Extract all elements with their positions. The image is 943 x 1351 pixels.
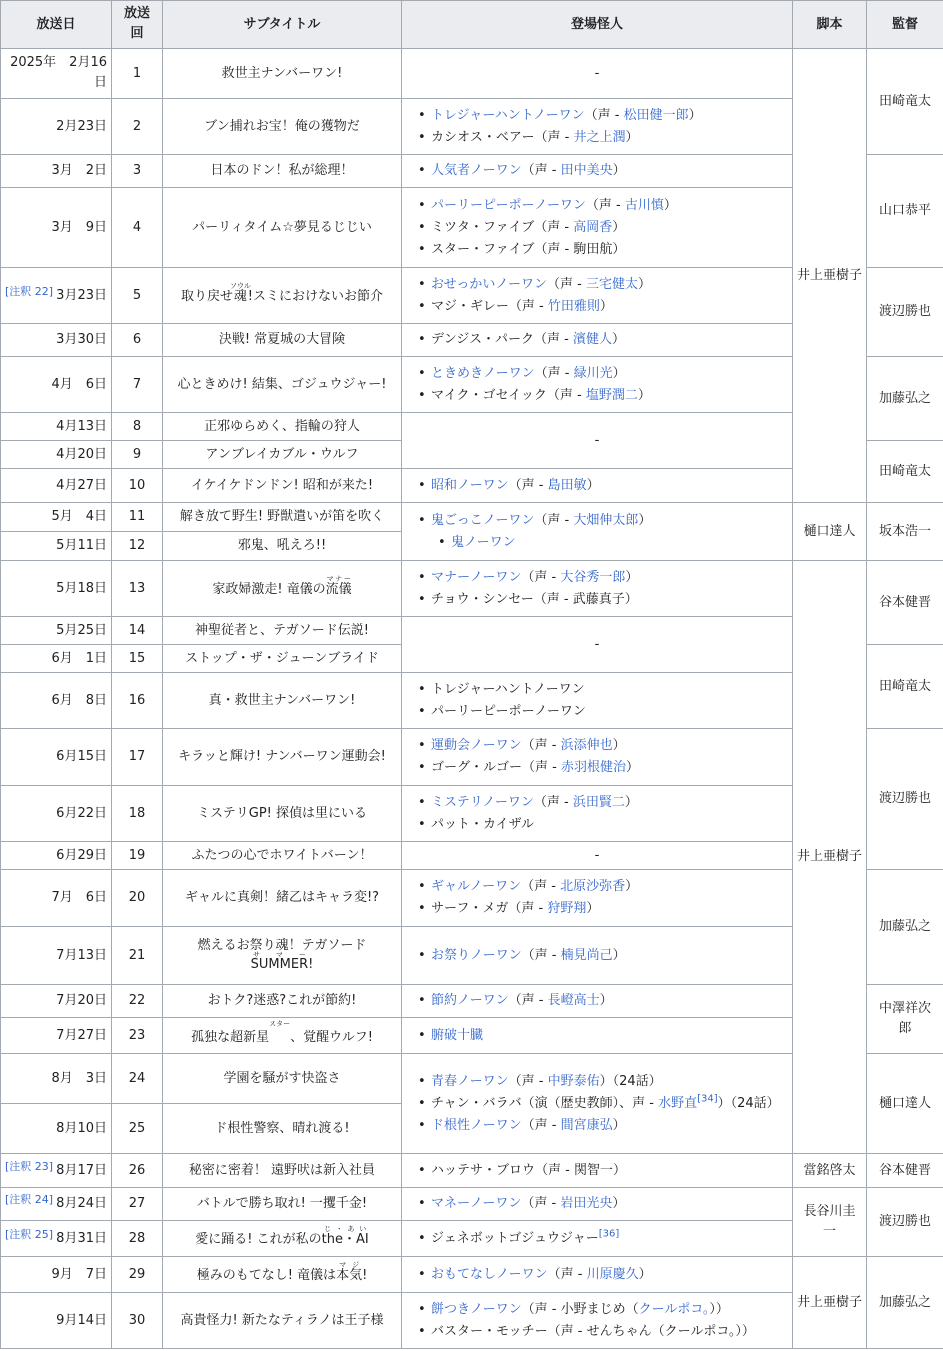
broadcast-date: [注釈 23] 8月17日	[1, 1154, 112, 1188]
episode-subtitle: ふたつの心でホワイトバーン！	[163, 842, 402, 870]
kaijin-list	[402, 1221, 793, 1257]
broadcast-date: 9月 7日	[1, 1257, 112, 1293]
episode-subtitle: キラッと輝け! ナンバーワン運動会!	[163, 729, 402, 786]
kaijin-item: • サーフ・メガ（声 - 狩野翔）	[418, 898, 788, 920]
script-writer: 井上亜樹子	[793, 1257, 867, 1349]
episode-number: 27	[112, 1188, 163, 1221]
header-script: 脚本	[793, 1, 867, 49]
note-link[interactable]: [注釈 22]	[5, 284, 54, 298]
episode-subtitle: 邪鬼、吼えろ!!	[163, 532, 402, 561]
kaijin-list	[402, 985, 793, 1018]
broadcast-date: 2025年 2月16日	[1, 49, 112, 99]
kaijin-item: • カシオス・ベアー（声 - 井之上潤）	[418, 127, 788, 149]
episode-subtitle: おトク?迷惑?これが節約!	[163, 985, 402, 1018]
episode-subtitle: 真・救世主ナンバーワン!	[163, 673, 402, 729]
broadcast-date: 5月18日	[1, 561, 112, 617]
episode-number: 8	[112, 413, 163, 441]
kaijin-item: • パット・カイザル	[418, 814, 788, 836]
episode-subtitle: ブン捕れお宝！俺の獲物だ	[163, 99, 402, 155]
kaijin-none: -	[402, 617, 793, 673]
director: 田崎竜太	[867, 441, 943, 503]
episode-subtitle: 孤独な超新星スター、覚醒ウルフ!	[163, 1018, 402, 1054]
episode-number: 24	[112, 1054, 163, 1104]
director: 田崎竜太	[867, 49, 943, 155]
kaijin-item: • デンジス・パーク（声 - 濱健人）	[418, 329, 788, 351]
episode-number: 23	[112, 1018, 163, 1054]
episode-subtitle: 極みのもてなし! 竜儀は本気マジ!	[163, 1257, 402, 1293]
episode-number: 13	[112, 561, 163, 617]
broadcast-date: 8月 3日	[1, 1054, 112, 1104]
episode-number: 22	[112, 985, 163, 1018]
episode-number: 14	[112, 617, 163, 645]
episode-number: 1	[112, 49, 163, 99]
kaijin-item: • トレジャーハントノーワン（声 - 松田健一郎）	[418, 105, 788, 127]
kaijin-list	[402, 1188, 793, 1221]
kaijin-item: • 人気者ノーワン（声 - 田中美央）	[418, 160, 788, 182]
kaijin-list	[402, 927, 793, 985]
episode-number: 5	[112, 268, 163, 324]
episode-number: 18	[112, 786, 163, 842]
broadcast-date: 4月20日	[1, 441, 112, 469]
episode-number: 28	[112, 1221, 163, 1257]
script-writer: 樋口達人	[793, 503, 867, 561]
script-writer: 井上亜樹子	[793, 561, 867, 1154]
broadcast-date: 4月 6日	[1, 357, 112, 413]
broadcast-date: [注釈 22] 3月23日	[1, 268, 112, 324]
director: 加藤弘之	[867, 1257, 943, 1349]
broadcast-date: 7月 6日	[1, 870, 112, 927]
kaijin-list	[402, 188, 793, 268]
episode-subtitle: 神聖従者と、テガソード伝説!	[163, 617, 402, 645]
episode-number: 20	[112, 870, 163, 927]
broadcast-date: [注釈 25] 8月31日	[1, 1221, 112, 1257]
kaijin-item: • 鬼ノーワン	[438, 532, 788, 554]
episode-number: 16	[112, 673, 163, 729]
kaijin-item: • 青春ノーワン（声 - 中野泰佑）（24話）	[418, 1071, 788, 1093]
kaijin-item: • マジ・ギレー（声 - 竹田雅則）	[418, 296, 788, 318]
header-number: 放送回	[112, 1, 163, 49]
table-row	[1, 1154, 943, 1188]
episode-subtitle: 正邪ゆらめく、指輪の狩人	[163, 413, 402, 441]
broadcast-date: 2月23日	[1, 99, 112, 155]
kaijin-none: -	[402, 49, 793, 99]
table-row	[1, 1257, 943, 1293]
broadcast-date: 7月20日	[1, 985, 112, 1018]
broadcast-date: 5月25日	[1, 617, 112, 645]
script-writer: 樋口達人	[867, 1054, 943, 1154]
episode-number: 2	[112, 99, 163, 155]
episode-subtitle: 燃えるお祭り魂！テガソード SUMMERサ マ ー!	[163, 927, 402, 985]
episode-subtitle: ストップ・ザ・ジューンブライド	[163, 645, 402, 673]
episode-subtitle: イケイケドンドン! 昭和が来た!	[163, 469, 402, 503]
broadcast-date: 7月13日	[1, 927, 112, 985]
episode-subtitle: 学園を騒がす快盗さ	[163, 1054, 402, 1104]
episode-number: 6	[112, 324, 163, 357]
director: 渡辺勝也	[867, 1188, 943, 1257]
director: 中澤祥次郎	[867, 985, 943, 1054]
broadcast-date: 5月11日	[1, 532, 112, 561]
kaijin-list	[402, 1018, 793, 1054]
episode-subtitle: ド根性警察、晴れ渡る!	[163, 1104, 402, 1154]
table-row	[1, 1188, 943, 1221]
script-writer: 井上亜樹子	[793, 49, 867, 503]
episode-number: 11	[112, 503, 163, 532]
director: 渡辺勝也	[867, 729, 943, 870]
episode-subtitle: 家政婦激走! 竜儀の流儀マナー	[163, 561, 402, 617]
kaijin-list	[402, 1293, 793, 1349]
kaijin-list	[402, 673, 793, 729]
broadcast-date: 3月 2日	[1, 155, 112, 188]
episode-subtitle: 救世主ナンバーワン!	[163, 49, 402, 99]
header-row	[1, 1, 943, 49]
episode-number: 17	[112, 729, 163, 786]
director: 坂本浩一	[867, 503, 943, 561]
note-link[interactable]: [注釈 25]	[5, 1227, 54, 1241]
kaijin-list	[402, 870, 793, 927]
episode-number: 30	[112, 1293, 163, 1349]
episode-subtitle: 解き放て野生! 野獣遣いが笛を吹く	[163, 503, 402, 532]
kaijin-none: -	[402, 842, 793, 870]
episode-subtitle: ミステリGP! 探偵は里にいる	[163, 786, 402, 842]
broadcast-date: 5月 4日	[1, 503, 112, 532]
kaijin-list	[402, 469, 793, 503]
episode-subtitle: パーリィタイム☆夢見るじじい	[163, 188, 402, 268]
episode-number: 25	[112, 1104, 163, 1154]
kaijin-list	[402, 1054, 793, 1154]
broadcast-date: 6月 8日	[1, 673, 112, 729]
kaijin-item: • チョウ・シンセー（声 - 武藤真子）	[418, 589, 788, 611]
kaijin-list	[402, 155, 793, 188]
kaijin-item: • おもてなしノーワン（声 - 川原慶久）	[418, 1264, 788, 1286]
table-row	[1, 49, 943, 99]
episode-subtitle: 高貴怪力! 新たなティラノは王子様	[163, 1293, 402, 1349]
episode-subtitle: ギャルに真剣！緒乙はキャラ変!?	[163, 870, 402, 927]
kaijin-list	[402, 1257, 793, 1293]
kaijin-list	[402, 268, 793, 324]
kaijin-item: • お祭りノーワン（声 - 楠見尚己）	[418, 945, 788, 967]
director: 渡辺勝也	[867, 268, 943, 357]
kaijin-list	[402, 729, 793, 786]
broadcast-date: 3月30日	[1, 324, 112, 357]
episode-subtitle: アンブレイカブル・ウルフ	[163, 441, 402, 469]
kaijin-item: • スター・ファイブ（声 - 駒田航）	[418, 239, 788, 261]
kaijin-item: • ときめきノーワン（声 - 緑川光）	[418, 363, 788, 385]
episode-number: 4	[112, 188, 163, 268]
kaijin-item: • ミステリノーワン（声 - 浜田賢二）	[418, 792, 788, 814]
broadcast-date: 6月15日	[1, 729, 112, 786]
episode-number: 26	[112, 1154, 163, 1188]
kaijin-item: • 腑破十臓	[418, 1025, 788, 1047]
episode-subtitle: 日本のドン！私が総理！	[163, 155, 402, 188]
director: 谷本健晋	[867, 1154, 943, 1188]
kaijin-item: • ミツタ・ファイブ（声 - 高岡香）	[418, 217, 788, 239]
broadcast-date: 8月10日	[1, 1104, 112, 1154]
kaijin-item: • マイク・ゴセイック（声 - 塩野潤二）	[418, 385, 788, 407]
episode-number: 7	[112, 357, 163, 413]
broadcast-date: 4月27日	[1, 469, 112, 503]
episode-number: 12	[112, 532, 163, 561]
kaijin-item: • 節約ノーワン（声 - 長嶝高士）	[418, 990, 788, 1012]
kaijin-item: • ジェネボットゴジュウジャー[36]	[418, 1228, 788, 1250]
header-kaijin: 登場怪人	[402, 1, 793, 49]
kaijin-list	[402, 786, 793, 842]
episode-subtitle: 秘密に密着！ 遠野吠は新入社員	[163, 1154, 402, 1188]
episode-number: 3	[112, 155, 163, 188]
episode-subtitle: バトルで勝ち取れ! 一攫千金!	[163, 1188, 402, 1221]
header-subtitle: サブタイトル	[163, 1, 402, 49]
kaijin-item: • マネーノーワン（声 - 岩田光央）	[418, 1193, 788, 1215]
kaijin-item: • パーリーピーポーノーワン（声 - 古川慎）	[418, 195, 788, 217]
episode-number: 10	[112, 469, 163, 503]
kaijin-item: • チャン・バラバ（演（歴史教師）、声 - 水野直[34]）（24話）	[418, 1093, 788, 1115]
kaijin-item: • おせっかいノーワン（声 - 三宅健太）	[418, 274, 788, 296]
broadcast-date: 6月29日	[1, 842, 112, 870]
episode-subtitle: 決戦! 常夏城の大冒険	[163, 324, 402, 357]
kaijin-item: • ド根性ノーワン（声 - 間宮康弘）	[418, 1115, 788, 1137]
kaijin-item: • 餅つきノーワン（声 - 小野まじめ（クールポコ。））	[418, 1299, 788, 1321]
note-link[interactable]: [注釈 24]	[5, 1193, 54, 1206]
episode-number: 15	[112, 645, 163, 673]
kaijin-item: • パーリーピーポーノーワン	[418, 701, 788, 723]
director: 谷本健晋	[867, 561, 943, 645]
kaijin-item: • 昭和ノーワン（声 - 島田敏）	[418, 475, 788, 497]
kaijin-list	[402, 99, 793, 155]
script-writer: 當銘啓太	[793, 1154, 867, 1188]
episode-subtitle: 心ときめけ! 結集、ゴジュウジャー!	[163, 357, 402, 413]
script-writer: 長谷川圭一	[793, 1188, 867, 1257]
episode-number: 9	[112, 441, 163, 469]
header-date: 放送日	[1, 1, 112, 49]
kaijin-item: • トレジャーハントノーワン	[418, 679, 788, 701]
episode-number: 29	[112, 1257, 163, 1293]
broadcast-date: [注釈 24] 8月24日	[1, 1188, 112, 1221]
kaijin-list	[402, 324, 793, 357]
kaijin-list	[402, 561, 793, 617]
header-director: 監督	[867, 1, 943, 49]
note-link[interactable]: [注釈 23]	[5, 1159, 54, 1173]
kaijin-item: • 運動会ノーワン（声 - 浜添伸也）	[418, 735, 788, 757]
director: 山口恭平	[867, 155, 943, 268]
kaijin-none: -	[402, 413, 793, 469]
kaijin-item: • マナーノーワン（声 - 大谷秀一郎）	[418, 567, 788, 589]
kaijin-item: • バスター・モッチー（声 - せんちゃん（クールポコ。））	[418, 1321, 788, 1343]
broadcast-date: 3月 9日	[1, 188, 112, 268]
episode-subtitle: 愛に踊る! これが私のthe・AIじ・あい	[163, 1221, 402, 1257]
broadcast-date: 7月27日	[1, 1018, 112, 1054]
episode-number: 19	[112, 842, 163, 870]
episode-number: 21	[112, 927, 163, 985]
episode-subtitle: 取り戻せ魂ソウル!スミにおけないお節介	[163, 268, 402, 324]
broadcast-date: 6月22日	[1, 786, 112, 842]
kaijin-item: • 鬼ごっこノーワン（声 - 大畑伸太郎）	[418, 510, 788, 532]
director: 加藤弘之	[867, 870, 943, 985]
table-row	[1, 561, 943, 617]
director: 加藤弘之	[867, 357, 943, 441]
broadcast-date: 6月 1日	[1, 645, 112, 673]
kaijin-list	[402, 1154, 793, 1188]
director: 田崎竜太	[867, 645, 943, 729]
broadcast-date: 9月14日	[1, 1293, 112, 1349]
kaijin-item: • ハッテサ・ブロウ（声 - 関智一）	[418, 1160, 788, 1182]
kaijin-list	[402, 503, 793, 561]
kaijin-item: • ゴーグ・ルゴー（声 - 赤羽根健治）	[418, 757, 788, 779]
table-row	[1, 503, 943, 532]
kaijin-list	[402, 357, 793, 413]
kaijin-item: • ギャルノーワン（声 - 北原沙弥香）	[418, 876, 788, 898]
broadcast-date: 4月13日	[1, 413, 112, 441]
